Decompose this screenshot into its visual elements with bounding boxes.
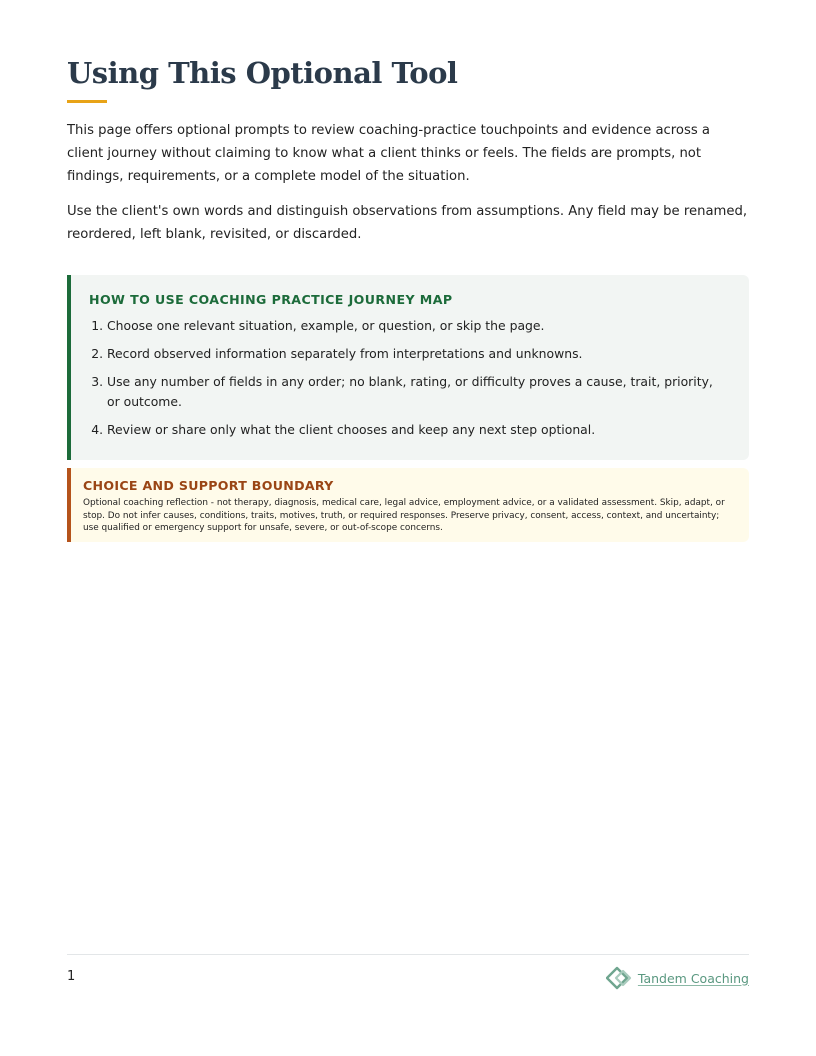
support-boundary-callout — [67, 468, 749, 542]
how-to-step: 2. Record observed information separately from interpretations and unknowns. — [107, 344, 719, 364]
interlocking-diamonds-icon — [606, 966, 634, 990]
document-page — [67, 0, 749, 1056]
how-to-heading: HOW TO USE COACHING PRACTICE JOURNEY MAP — [89, 292, 453, 307]
brand-name: Tandem Coaching — [637, 970, 749, 986]
footer-divider — [67, 954, 749, 955]
page-number: 1 — [67, 969, 76, 984]
intro-section — [67, 119, 749, 258]
intro-paragraph: Use the client's own words and distinguish observations from assumptions. Any field may be renamed, reordered, left blank, revisited, or discarded. — [67, 204, 748, 242]
how-to-callout — [67, 275, 749, 460]
intro-paragraph: This page offers optional prompts to review coaching-practice touchpoints and evidence across a client journey without claiming to know what a client thinks or feels. The fields are prompts, not findings, requirements, or a complete model of the situation. — [67, 123, 711, 184]
boundary-text: Optional coaching reflection - not therapy, diagnosis, medical care, legal advice, employment advice, or a validated assessment. Skip, adapt, or stop. Do not infer causes, conditions, traits, motives, truth, or required responses. Preserve privacy, consent, access, context, and uncertainty; use qualified or emergency support for unsafe, severe, or out-of-scope concerns. — [83, 498, 725, 533]
how-to-steps-list — [89, 316, 719, 440]
brand-logo-lockup — [606, 966, 749, 990]
how-to-step: 4. Review or share only what the client chooses and keep any next step optional. — [107, 420, 719, 440]
how-to-step: 1. Choose one relevant situation, example, or question, or skip the page. — [107, 316, 719, 336]
boundary-heading: CHOICE AND SUPPORT BOUNDARY — [83, 478, 334, 493]
how-to-step: 3. Use any number of fields in any order; no blank, rating, or difficulty proves a cause, trait, priority, or outcome. — [107, 372, 719, 412]
page-title: Using This Optional Tool — [67, 56, 458, 90]
title-accent-rule — [67, 100, 107, 103]
